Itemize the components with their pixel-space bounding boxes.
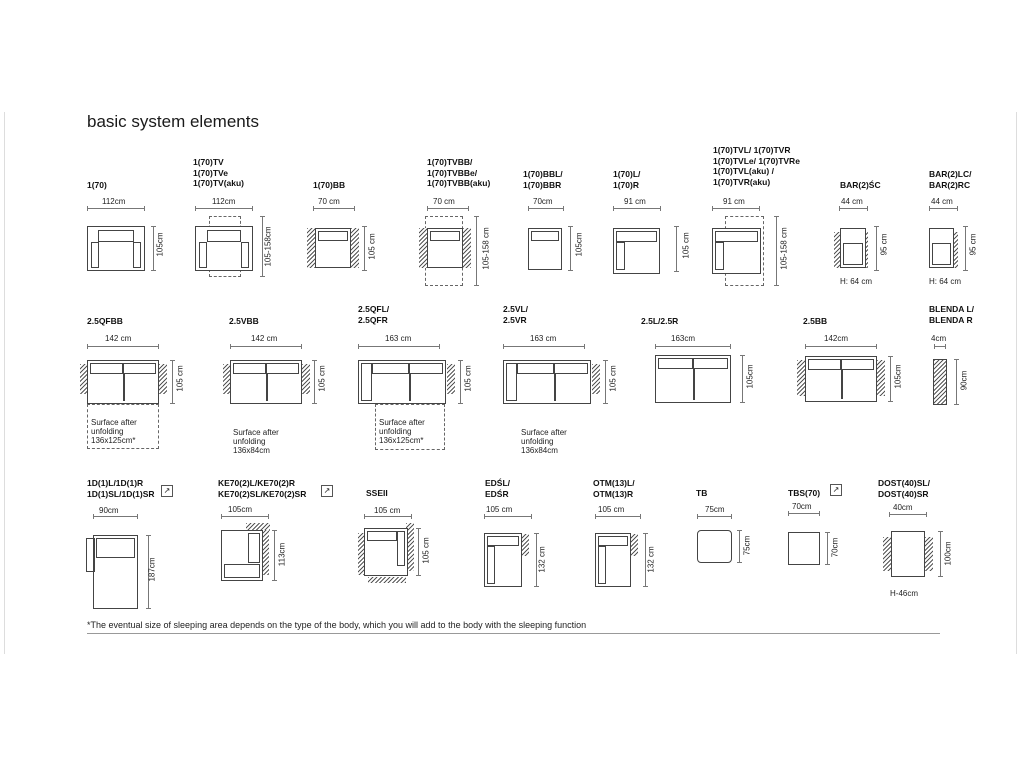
element-code-1d-1-l: 1D(1)L/1D(1)R 1D(1)SL/1D(1)SR xyxy=(87,478,155,499)
element-code-ke70-2-l: KE70(2)L/KE70(2)R KE70(2)SL/KE70(2)SR xyxy=(218,478,307,499)
width-label: 70cm xyxy=(533,197,553,206)
backrest xyxy=(98,230,134,242)
height-label: 75cm xyxy=(742,535,752,556)
width-label: 44 cm xyxy=(931,197,953,206)
backrest-left xyxy=(90,363,123,374)
width-dimension-line xyxy=(528,208,564,209)
width-dimension-line xyxy=(93,516,138,517)
element-code-1-70-tvbb: 1(70)TVBB/ 1(70)TVBBe/ 1(70)TVBB(aku) xyxy=(427,157,491,188)
element-code-2-5vl: 2.5VL/ 2.5VR xyxy=(503,304,529,325)
width-label: 142 cm xyxy=(105,334,132,343)
width-dimension-line xyxy=(839,208,868,209)
seat-front xyxy=(224,564,260,578)
height-label: 187cm xyxy=(147,557,157,582)
seat-divider xyxy=(266,374,268,401)
backrest xyxy=(207,230,241,242)
width-label: 75cm xyxy=(705,505,725,514)
hatched-side-left xyxy=(307,228,315,268)
height-label: 105 cm xyxy=(367,233,377,260)
bottom-rule xyxy=(87,633,940,634)
sleep-function-icon: ↗ xyxy=(161,485,173,497)
height-dimension-line xyxy=(605,360,606,404)
height-label: 95 cm xyxy=(968,233,978,256)
right-edge-line xyxy=(1016,112,1017,654)
seat-cushion xyxy=(96,538,135,558)
hatched-side-right xyxy=(592,364,600,394)
height-label: 105 cm xyxy=(421,537,431,564)
element-code-2-5bb: 2.5BB xyxy=(803,316,828,326)
hatched-side-right xyxy=(630,534,638,556)
hatched-side-right xyxy=(159,364,167,394)
height-label: 70cm xyxy=(830,537,840,558)
element-code-blenda: BLENDA L/ BLENDA R xyxy=(929,304,975,325)
table-module-tbs xyxy=(788,532,820,565)
backrest-left xyxy=(808,359,841,370)
height-dimension-line xyxy=(476,216,477,286)
backrest-right xyxy=(841,359,874,370)
element-code-2-5l: 2.5L/2.5R xyxy=(641,316,679,326)
element-code-bar-2-sc: BAR(2)ŚC xyxy=(840,180,881,190)
height-dimension-line xyxy=(570,226,571,271)
width-dimension-line xyxy=(358,346,440,347)
seat xyxy=(843,243,863,265)
height-dimension-line xyxy=(827,532,828,565)
height-dimension-line xyxy=(739,530,740,563)
width-label: 163 cm xyxy=(530,334,557,343)
height-label: 105 cm xyxy=(608,365,618,392)
backrest-left xyxy=(372,363,409,374)
backrest xyxy=(248,533,260,563)
width-dimension-line xyxy=(230,346,302,347)
height-label: 90cm xyxy=(959,370,969,391)
armrest-right xyxy=(133,242,141,268)
backrest-top xyxy=(367,531,397,541)
height-dimension-line xyxy=(153,226,154,271)
width-label: 105 cm xyxy=(598,505,625,514)
seat-divider xyxy=(554,374,556,401)
height-label: 105 cm xyxy=(463,365,473,392)
width-label: 142 cm xyxy=(251,334,278,343)
width-label: 91 cm xyxy=(624,197,646,206)
hatched-side-bottom xyxy=(368,577,406,583)
width-label: 70cm xyxy=(792,502,812,511)
width-dimension-line xyxy=(613,208,661,209)
element-code-edsl: EDŚL/ EDŚR xyxy=(485,478,511,499)
height-label: 105-158cm xyxy=(263,226,273,267)
backrest xyxy=(430,231,460,241)
hatched-side-right xyxy=(463,228,471,268)
hatched-side-right xyxy=(302,364,310,394)
height-label: 105-158 cm xyxy=(779,227,789,270)
backrest xyxy=(598,536,628,546)
width-label: 112cm xyxy=(102,197,126,206)
backrest-right xyxy=(554,363,588,374)
backrest-left xyxy=(517,363,554,374)
width-dimension-line xyxy=(697,516,732,517)
backrest-right xyxy=(409,363,443,374)
backrest xyxy=(487,536,519,546)
height-dimension-line xyxy=(890,356,891,402)
height-label: 105cm xyxy=(745,364,755,389)
width-dimension-line xyxy=(427,208,469,209)
sleep-function-icon: ↗ xyxy=(830,484,842,496)
element-code-tb: TB xyxy=(696,488,708,498)
unfolded-surface-note: Surface after unfolding 136x125cm* xyxy=(379,418,425,445)
element-code-tbs-70: TBS(70) xyxy=(788,488,821,498)
armrest-left xyxy=(361,363,372,401)
element-code-1-70-l: 1(70)L/ 1(70)R xyxy=(613,169,641,190)
backrest xyxy=(318,231,348,241)
backrest-left xyxy=(658,358,693,369)
width-dimension-line xyxy=(788,513,820,514)
width-dimension-line xyxy=(712,208,760,209)
height-dimension-line xyxy=(274,530,275,581)
unfolded-surface-note: Surface after unfolding 136x125cm* xyxy=(91,418,137,445)
width-dimension-line xyxy=(364,516,412,517)
armrest-left xyxy=(715,242,724,270)
blenda-outline xyxy=(933,359,947,405)
footnote: *The eventual size of sleeping area depends on the type of the body, which you will add to the body with the sleeping function xyxy=(87,620,587,630)
height-dimension-line xyxy=(172,360,173,404)
hatched-side-left xyxy=(419,228,427,268)
height-dimension-line xyxy=(965,226,966,271)
hatched-side-right xyxy=(521,534,529,556)
backrest xyxy=(531,231,559,241)
element-code-1-70-bb: 1(70)BB xyxy=(313,180,346,190)
height-dimension-line xyxy=(742,355,743,403)
height-label: 132 cm xyxy=(646,546,656,573)
height-label: 113cm xyxy=(277,542,287,567)
element-code-dost-40-sl: DOST(40)SL/ DOST(40)SR xyxy=(878,478,930,499)
backrest-left xyxy=(233,363,266,374)
width-label: 105cm xyxy=(228,505,253,514)
armrest-left xyxy=(598,546,606,584)
height-dimension-line xyxy=(460,360,461,404)
left-edge-line xyxy=(4,112,5,654)
seat xyxy=(932,243,951,265)
height-dimension-line xyxy=(776,216,777,286)
armrest-left xyxy=(616,242,625,270)
seat-divider xyxy=(409,374,411,401)
element-code-bar-2-lc: BAR(2)LC/ BAR(2)RC xyxy=(929,169,972,190)
width-dimension-line xyxy=(934,346,946,347)
table-module-tb xyxy=(697,530,732,563)
width-dimension-line xyxy=(929,208,958,209)
seat-divider xyxy=(693,369,695,400)
backrest-right xyxy=(123,363,156,374)
width-dimension-line xyxy=(889,514,927,515)
width-dimension-line xyxy=(484,516,532,517)
height-label: 105 cm xyxy=(175,365,185,392)
armrest-left xyxy=(91,242,99,268)
height-label: 105cm xyxy=(574,232,584,257)
height-label: 105 cm xyxy=(317,365,327,392)
width-dimension-line xyxy=(87,346,159,347)
armrest-right xyxy=(241,242,249,268)
backrest-side xyxy=(397,531,405,566)
width-dimension-line xyxy=(313,208,355,209)
element-code-sseii: SSEII xyxy=(366,488,388,498)
width-label: 163 cm xyxy=(385,334,412,343)
width-label: 40cm xyxy=(893,503,913,512)
element-code-1-70-tv: 1(70)TV 1(70)TVe 1(70)TV(aku) xyxy=(193,157,245,188)
height-label: 105cm xyxy=(155,232,165,257)
hatched-side-left xyxy=(883,537,891,571)
backrest xyxy=(616,231,657,242)
height-dimension-line xyxy=(676,226,677,272)
hatched-side-right xyxy=(351,228,359,268)
height-label: 132 cm xyxy=(537,546,547,573)
unfolded-surface-note: Surface after unfolding 136x84cm xyxy=(521,428,567,455)
armrest-left xyxy=(506,363,517,401)
width-label: 70 cm xyxy=(433,197,455,206)
width-dimension-line xyxy=(221,516,269,517)
width-label: 90cm xyxy=(99,506,119,515)
width-label: 44 cm xyxy=(841,197,863,206)
element-code-1-70-tvl: 1(70)TVL/ 1(70)TVR 1(70)TVLe/ 1(70)TVRe 1(70)TVL(aku) / 1(70)TVR(aku) xyxy=(713,145,800,187)
backrest-right xyxy=(266,363,299,374)
width-label: 105 cm xyxy=(374,506,401,515)
element-code-2-5qfl: 2.5QFL/ 2.5QFR xyxy=(358,304,390,325)
element-code-otm-13-l: OTM(13)L/ OTM(13)R xyxy=(593,478,635,499)
extra-height-label: H: 64 cm xyxy=(840,277,873,286)
width-label: 112cm xyxy=(212,197,236,206)
height-dimension-line xyxy=(364,226,365,271)
height-dimension-line xyxy=(940,531,941,577)
width-label: 91 cm xyxy=(723,197,745,206)
seat-divider xyxy=(123,374,125,401)
element-code-2-5vbb: 2.5VBB xyxy=(229,316,259,326)
width-label: 142cm xyxy=(824,334,849,343)
hatched-side-right xyxy=(447,364,455,394)
height-label: 100cm xyxy=(943,541,953,566)
add-on-module-dost xyxy=(891,531,925,577)
page-title: basic system elements xyxy=(87,112,259,131)
height-dimension-line xyxy=(418,528,419,576)
width-label: 163cm xyxy=(671,334,696,343)
width-dimension-line xyxy=(503,346,585,347)
height-label: 95 cm xyxy=(879,233,889,256)
width-dimension-line xyxy=(805,346,877,347)
height-dimension-line xyxy=(314,360,315,404)
element-code-2-5qfbb: 2.5QFBB xyxy=(87,316,123,326)
unfolded-surface-note: Surface after unfolding 136x84cm xyxy=(233,428,279,455)
height-dimension-line xyxy=(876,226,877,271)
element-code-1-70-bbl: 1(70)BBL/ 1(70)BBR xyxy=(523,169,563,190)
height-label: 105-158 cm xyxy=(481,227,491,270)
width-dimension-line xyxy=(595,516,641,517)
width-label: 70 cm xyxy=(318,197,340,206)
armrest-left xyxy=(199,242,207,268)
hatched-side-left xyxy=(797,360,805,396)
width-dimension-line xyxy=(655,346,731,347)
backrest xyxy=(715,231,758,242)
width-label: 105 cm xyxy=(486,505,513,514)
height-label: 105 cm xyxy=(681,232,691,259)
hatched-side-right xyxy=(877,360,885,396)
backrest-right xyxy=(693,358,728,369)
armrest-left xyxy=(487,546,495,584)
width-dimension-line xyxy=(87,208,145,209)
backrest xyxy=(86,538,95,572)
width-label: 4cm xyxy=(931,334,947,343)
height-dimension-line xyxy=(956,359,957,405)
height-label: 105cm xyxy=(893,364,903,389)
extra-height-label: H: 64 cm xyxy=(929,277,962,286)
hatched-side-right xyxy=(925,537,933,571)
sleep-function-icon: ↗ xyxy=(321,485,333,497)
extra-height-label: H-46cm xyxy=(890,589,919,598)
element-code-1-70: 1(70) xyxy=(87,180,107,190)
width-dimension-line xyxy=(195,208,253,209)
seat-divider xyxy=(841,370,843,399)
